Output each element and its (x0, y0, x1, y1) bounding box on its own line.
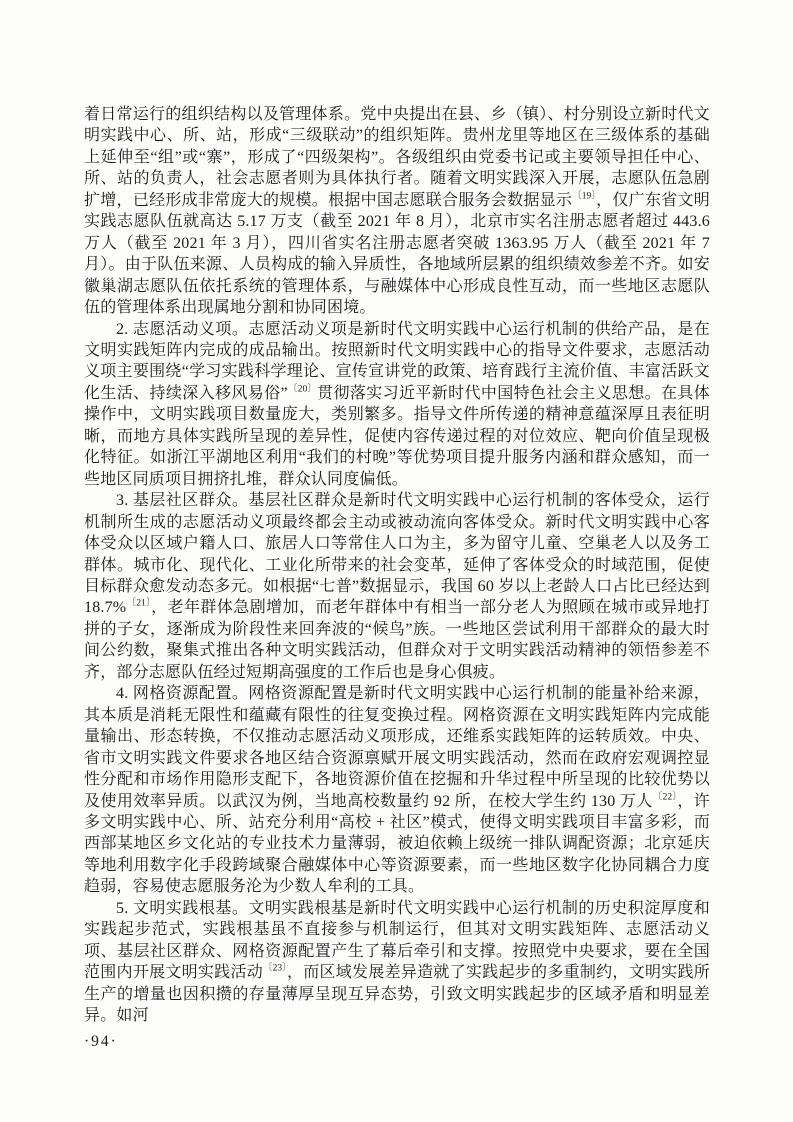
paragraph: 4. 网格资源配置。网格资源配置是新时代文明实践中心运行机制的能量补给来源，其本质是消耗无限性和蕴藏有限性的往复变换过程。网格资源在文明实践矩阵内完成能量输出、形态转换，不仅推动志愿活动义项形成，还维系实践矩阵的运转质效。中央、省市文明实践文件要求各地区结合资源禀赋开展文明实践活动，然而在政府宏观调控显性分配和市场作用隐形支配下，各地资源价值在挖掘和升华过程中所呈现的比较优势以及使用效率异质。以武汉为例，当地高校数量约 92 所，在校大学生约 130 万人$^{〔22〕}$，许多文明实践中心、所、站充分利用“高校 + 社区”模式，使得文明实践项目丰富多彩，而西部某地区乡文化站的专业技术力量薄弱，被迫依赖上级统一排队调配资源；北京延庆等地利用数字化手段跨域聚合融媒体中心等资源要素，而一些地区数字化协同耦合力度趋弱，容易使志愿服务沦为少数人牟利的工具。 (84, 685, 710, 896)
page-body-text (84, 104, 710, 1026)
paragraph: 3. 基层社区群众。基层社区群众是新时代文明实践中心运行机制的客体受众，运行机制所生成的志愿活动义项最终都会主动或被动流向客体受众。新时代文明实践中心客体受众以区域户籍人口、旅居人口等常住人口为主，多为留守儿童、空巢老人以及务工群体。城市化、现代化、工业化所带来的社会变革，延伸了客体受众的时域范围，促使目标群众愈发动态多元。如根据“七普”数据显示，我国 60 岁以上老龄人口占比已经达到 18.7%$^{〔21〕}$，老年群体急剧增加，而老年群体中有相当一部分老人为照顾在城市或异地打拼的子女，逐渐成为阶段性来回奔波的“候鸟”族。一些地区尝试利用干部群众的最大时间公约数，聚集式推出各种文明实践活动，但群众对于文明实践活动精神的领悟参差不齐，部分志愿队伍经过短期高强度的工作后也是身心俱疲。 (84, 492, 710, 681)
citation-superscript: 〔19〕 (572, 191, 597, 202)
citation-superscript: 〔20〕 (287, 384, 318, 395)
page-number: ·94· (84, 1033, 118, 1051)
paragraph: 5. 文明实践根基。文明实践根基是新时代文明实践中心运行机制的历史积淀厚度和实践起步范式，实践根基虽不直接参与机制运行，但其对文明实践矩阵、志愿活动义项、基层社区群众、网格资源配置产生了幕后牵引和支撑。按照党中央要求，要在全国范围内开展文明实践活动$^{〔23〕}$，而区域发展差异造就了实践起步的多重制约，文明实践所生产的增量也因积攒的存量薄厚呈现互异态势，引致文明实践起步的区域矛盾和明显差异。如河 (84, 899, 710, 1025)
citation-superscript: 〔23〕 (263, 963, 287, 974)
citation-superscript: 〔21〕 (126, 599, 152, 610)
paragraph: 2. 志愿活动义项。志愿活动义项是新时代文明实践中心运行机制的供给产品，是在文明实践矩阵内完成的成品输出。按照新时代文明实践中心的指导文件要求，志愿活动义项主要围绕“学习实践科学理论、宣传宣讲党的政策、培育践行主流价值、丰富活跃文化生活、持续深入移风易俗”$^{〔20〕}$贯彻落实习近平新时代中国特色社会主义思想。在具体操作中，文明实践项目数量庞大，类别繁多。指导文件所传递的精神意蕴深厚且表征明晰，而地方具体实践所呈现的差异性，促使内容传递过程的对位效应、靶向价值呈现极化特征。如浙江平湖地区利用“我们的村晚”等优势项目提升服务内涵和群众感知，而一些地区同质项目拥挤扎堆，群众认同度偏低。 (84, 320, 710, 488)
paragraph: 着日常运行的组织结构以及管理体系。党中央提出在县、乡（镇）、村分别设立新时代文明实践中心、所、站，形成“三级联动”的组织矩阵。贵州龙里等地区在三级体系的基础上延伸至“组”或“寨”，形成了“四级架构”。各级组织由党委书记或主要领导担任中心、所、站的负责人，社会志愿者则为具体执行者。随着文明实践深入开展，志愿队伍急剧扩增，已经形成非常庞大的规模。根据中国志愿联合服务会数据显示$^{〔19〕}$，仅广东省文明实践志愿队伍就高达 5.17 万支（截至 2021 年 8 月），北京市实名注册志愿者超过 443.6 万人（截至 2021 年 3 月），四川省实名注册志愿者突破 1363.95 万人（截至 2021 年 7 月）。由于队伍来源、人员构成的输入异质性，各地域所层累的组织绩效参差不齐。如安徽巢湖志愿队伍依托系统的管理体系，与融媒体中心形成良性互动，而一些地区志愿队伍的管理体系出现属地分割和协同困境。 (84, 106, 710, 317)
citation-superscript: 〔22〕 (652, 792, 678, 803)
